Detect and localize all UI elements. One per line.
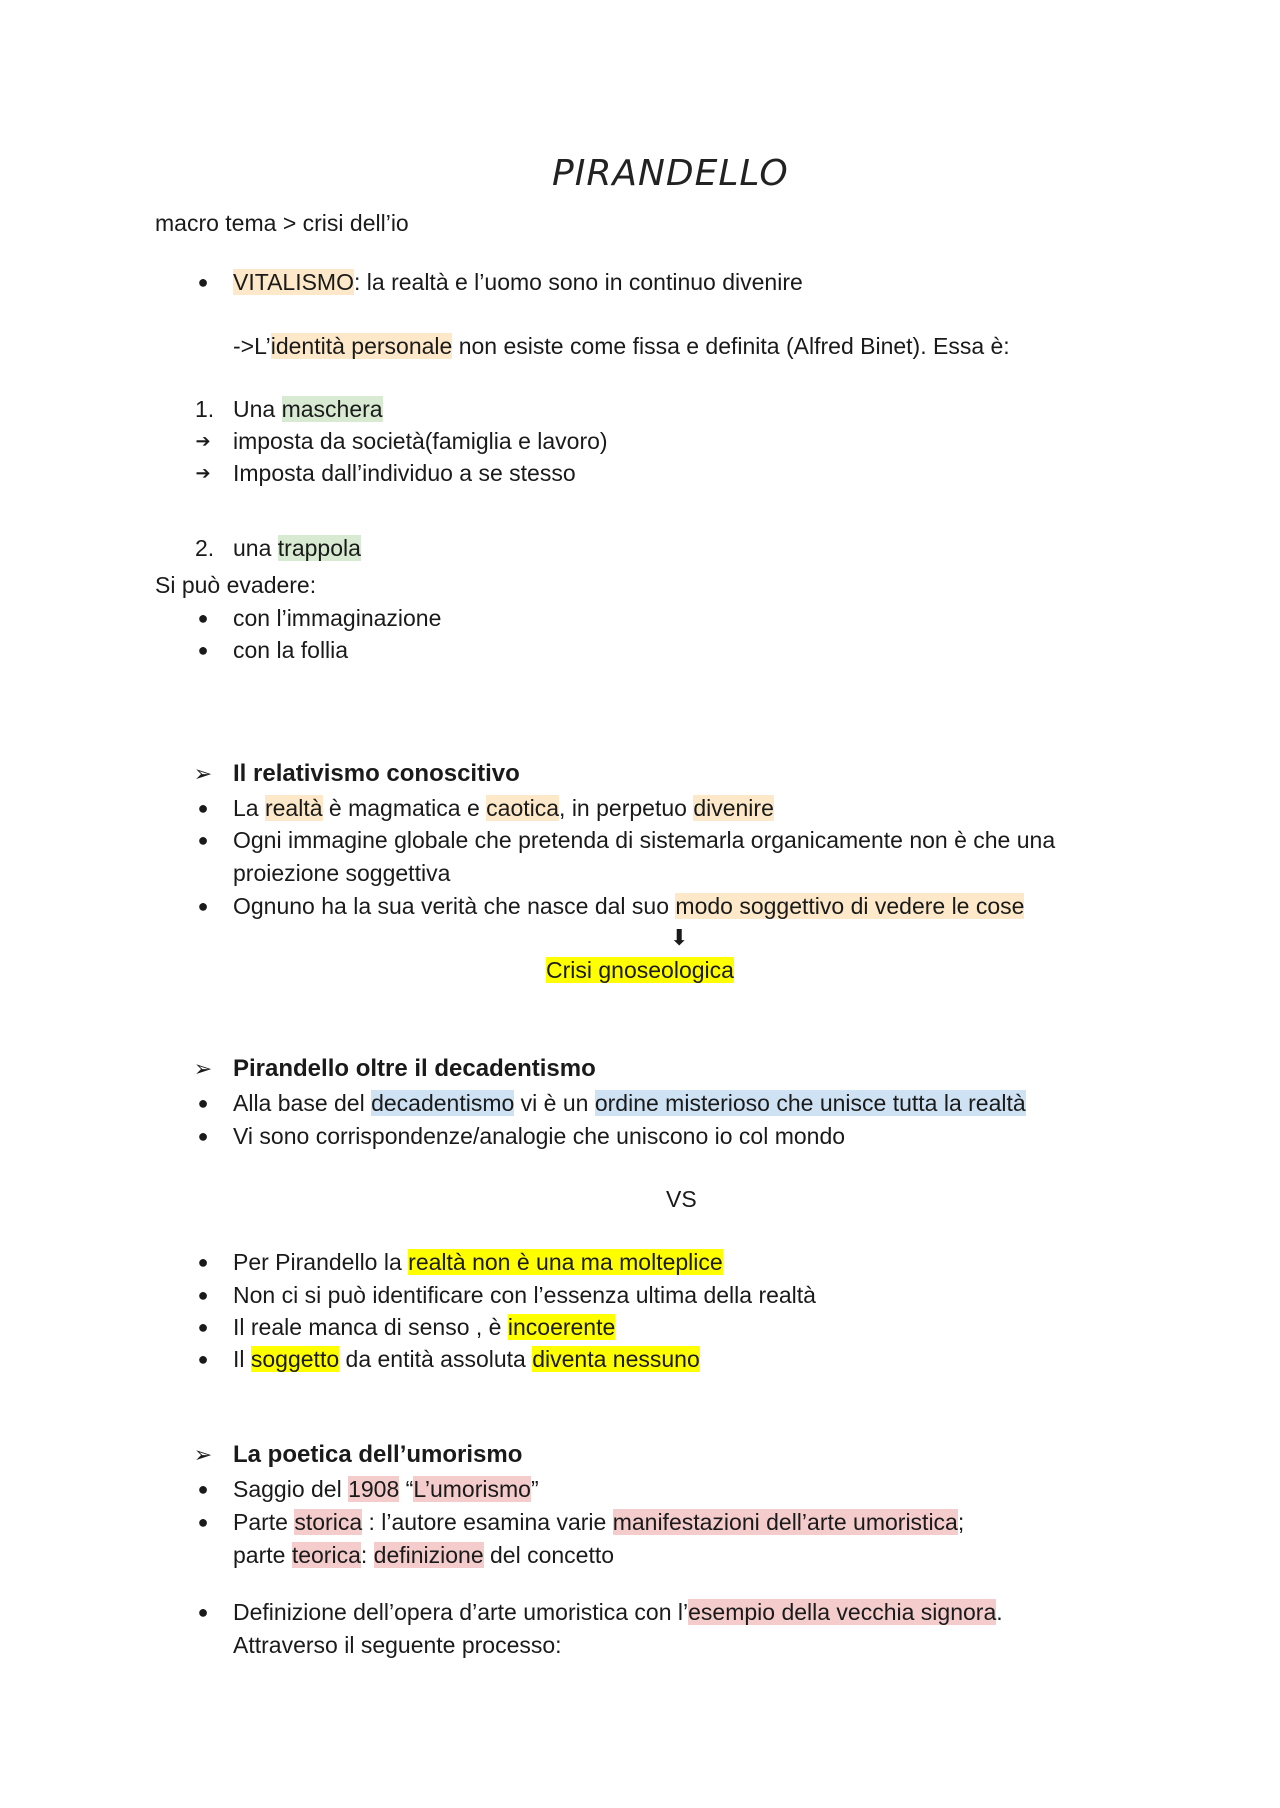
intro-line: macro tema > crisi dell’io [155,210,409,236]
esempio-term: esempio della vecchia signora [688,1599,997,1625]
text: Ognuno ha la sua verità che nasce dal suo [233,893,676,919]
decadentismo-heading: Pirandello oltre il decadentismo [233,1055,596,1082]
decadentismo-item-2: Vi sono corrispondenze/analogie che uniscono io col mondo [233,1123,846,1149]
bullet-icon: ● [197,1285,209,1305]
relativismo-item-2: Ogni immagine globale che pretenda di sistemarla organicamente non è che una [233,827,1056,853]
bullet-icon: ● [197,640,209,660]
text: vi è un [514,1090,595,1116]
arrow-head-icon: ➢ [193,1442,213,1467]
list-number-1: 1. [195,396,215,422]
text: è magmatica e [322,795,487,821]
list-item-1-text: Una [233,396,282,422]
page-title: PIRANDELLO [552,153,789,194]
vs-label: VS [666,1186,697,1212]
text: Saggio del [233,1476,349,1502]
list-item-2-text: una [233,535,278,561]
bullet-icon: ● [197,1317,209,1337]
crisi-gnoseologica-text: Crisi gnoseologica [546,957,734,983]
vitalismo-term: VITALISMO [233,269,354,295]
trappola-term: trappola [277,535,361,561]
list-number-2: 2. [195,535,215,561]
umorismo-heading: La poetica dell’umorismo [233,1441,523,1468]
definizione-term: definizione [373,1542,484,1568]
text: : [360,1542,374,1568]
realta-molteplice-term: realtà non è una ma molteplice [408,1249,723,1275]
bullet-icon: ● [197,272,209,292]
bullet-icon: ● [197,1252,209,1272]
ordine-misterioso-term: ordine misterioso che unisce tutta la realtà [594,1090,1026,1116]
text: da entità assoluta [339,1346,533,1372]
bullet-icon: ● [197,1349,209,1369]
text: ” [530,1476,539,1502]
pirandello-item-4 [233,1345,700,1373]
bullet-icon: ● [197,1512,209,1532]
soggetto-term: soggetto [250,1346,340,1372]
bullet-icon: ● [197,896,209,916]
text: Definizione dell’opera d’arte umoristica con l’ [233,1599,689,1625]
text: del concetto [483,1542,615,1568]
relativismo-item-2-cont: proiezione soggettiva [233,860,451,886]
list-item-1 [233,395,383,423]
teorica-term: teorica [291,1542,361,1568]
incoerente-term: incoerente [507,1314,616,1340]
identita-text: non esiste come fissa e definita (Alfred Binet). Essa è: [452,333,1010,359]
crisi-gnoseologica [546,956,734,984]
list-item-2 [233,534,361,562]
umorismo-item-1 [233,1475,539,1503]
evadere-heading: Si può evadere: [155,572,317,598]
sub-item-1: imposta da società(famiglia e lavoro) [233,428,608,454]
year-term: 1908 [348,1476,400,1502]
identita-line [233,332,1010,360]
text: Per Pirandello la [233,1249,409,1275]
text: Il reale manca di senso , è [233,1314,508,1340]
umorismo-title-term: L’umorismo [413,1476,531,1502]
vitalismo-text: : la realtà e l’uomo sono in continuo divenire [354,269,803,295]
bullet-icon: ● [197,608,209,628]
arrow-head-icon: ➢ [193,761,213,786]
identita-term: identità personale [270,333,453,359]
text: Parte [233,1509,295,1535]
evadere-item-1: con l’immaginazione [233,605,442,631]
relativismo-item-1 [233,794,774,822]
relativismo-heading: Il relativismo conoscitivo [233,760,520,787]
pirandello-item-3 [233,1313,615,1341]
pirandello-item-2: Non ci si può identificare con l’essenza ultima della realtà [233,1282,816,1308]
divenire-term: divenire [693,795,774,821]
realta-term: realtà [264,795,323,821]
text: parte [233,1542,292,1568]
text: ; [957,1509,965,1535]
umorismo-item-2 [233,1508,964,1536]
caotica-term: caotica [486,795,560,821]
maschera-term: maschera [281,396,383,422]
text: Il [233,1346,251,1372]
vitalismo-line [233,268,803,296]
bullet-icon: ● [197,798,209,818]
text: La [233,795,265,821]
decadentismo-item-1 [233,1089,1026,1117]
relativismo-item-3 [233,892,1024,920]
bullet-icon: ● [197,1602,209,1622]
arrow-down-icon: ⬇ [670,925,689,950]
modo-soggettivo-term: modo soggettivo di vedere le cose [675,893,1025,919]
bullet-icon: ● [197,830,209,850]
bullet-icon: ● [197,1093,209,1113]
arrow-head-icon: ➢ [193,1056,213,1081]
text: , in perpetuo [559,795,694,821]
arrow-right-icon: ➔ [195,431,211,451]
umorismo-item-3 [233,1598,1003,1626]
sub-item-2: Imposta dall’individuo a se stesso [233,460,576,486]
storica-term: storica [294,1509,363,1535]
text: Alla base del [233,1090,372,1116]
bullet-icon: ● [197,1479,209,1499]
umorismo-item-2-cont [233,1541,614,1569]
identita-prefix: ->L’ [233,333,271,359]
umorismo-item-3-cont: Attraverso il seguente processo: [233,1632,562,1658]
text: : l’autore esamina varie [362,1509,613,1535]
text: . [996,1599,1003,1625]
decadentismo-term: decadentismo [371,1090,515,1116]
bullet-icon: ● [197,1126,209,1146]
pirandello-item-1 [233,1248,723,1276]
manifestazioni-term: manifestazioni dell’arte umoristica [612,1509,958,1535]
arrow-right-icon: ➔ [195,463,211,483]
evadere-item-2: con la follia [233,637,349,663]
text: “ [399,1476,414,1502]
diventa-nessuno-term: diventa nessuno [532,1346,700,1372]
